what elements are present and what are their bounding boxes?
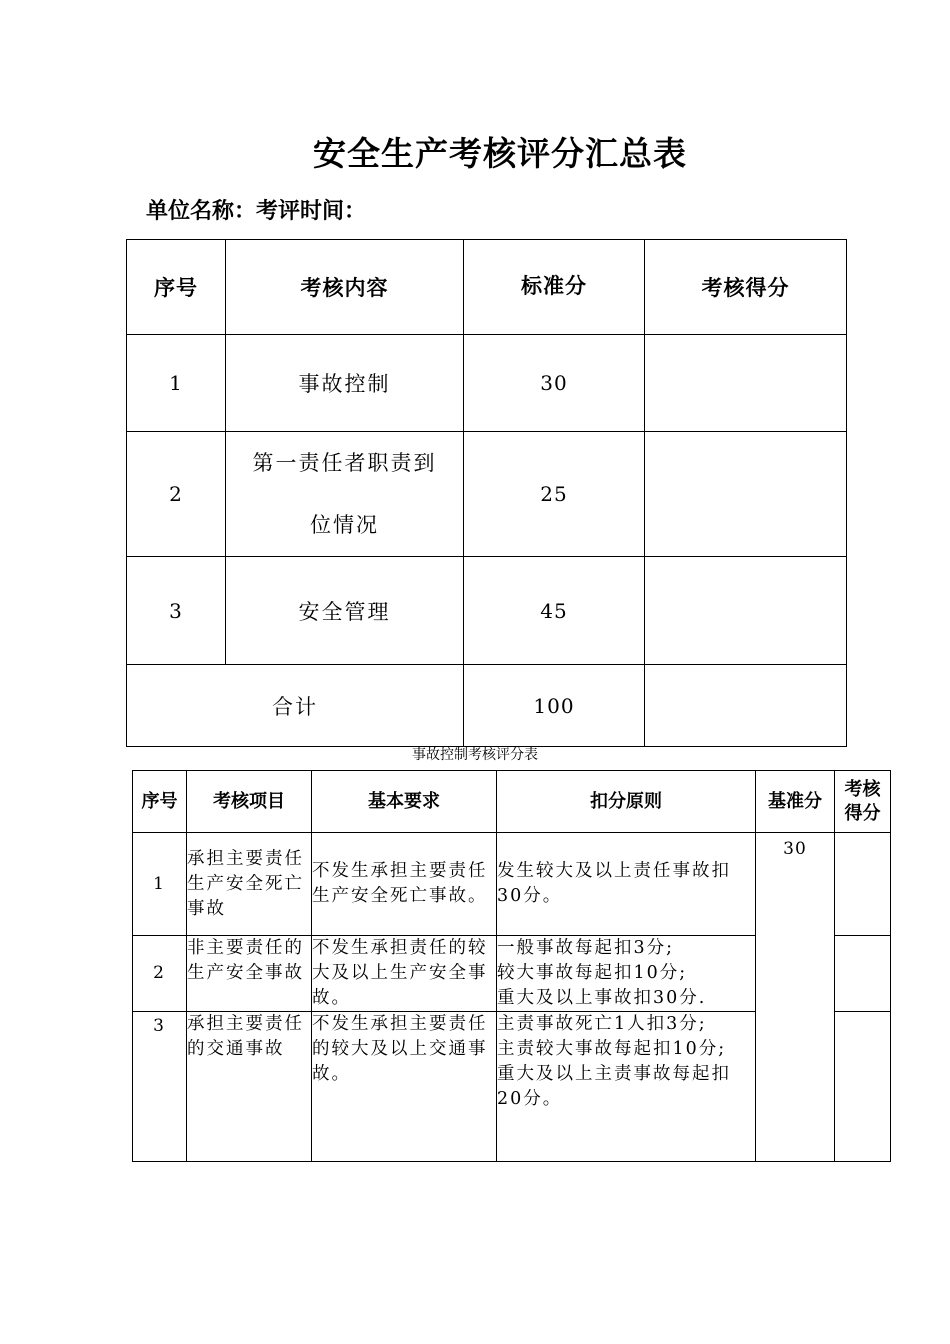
row-principle: 一般事故每起扣3分; 较大事故每起扣10分; 重大及以上事故扣30分. <box>497 936 756 1012</box>
base-score: 30 <box>756 833 835 1162</box>
row-item: 承担主要责任生产安全死亡事故 <box>187 833 312 936</box>
row-standard: 45 <box>464 557 645 665</box>
header-content: 考核内容 <box>226 240 464 335</box>
header-principle: 扣分原则 <box>497 771 756 833</box>
row-score <box>645 557 847 665</box>
total-standard: 100 <box>464 665 645 747</box>
header-base-score: 基准分 <box>756 771 835 833</box>
summary-table <box>126 239 847 747</box>
row-requirement: 不发生承担责任的较大及以上生产安全事故。 <box>312 936 497 1012</box>
row-requirement: 不发生承担主要责任生产安全死亡事故。 <box>312 833 497 936</box>
detail-row <box>133 833 891 936</box>
row-seq: 2 <box>133 936 187 1012</box>
row-principle: 主责事故死亡1人扣3分; 主责较大事故每起扣10分; 重大及以上主责事故每起扣20分。 <box>497 1012 756 1162</box>
row-content: 事故控制 <box>226 335 464 432</box>
detail-table-caption: 事故控制考核评分表 <box>412 747 538 763</box>
row-seq: 3 <box>133 1012 187 1162</box>
unit-and-date-line: 单位名称：考评时间： <box>146 199 367 224</box>
summary-row <box>127 557 847 665</box>
row-seq: 1 <box>127 335 226 432</box>
row-score <box>835 936 891 1012</box>
header-requirement: 基本要求 <box>312 771 497 833</box>
summary-header-row <box>127 240 847 335</box>
row-requirement: 不发生承担主要责任的较大及以上交通事故。 <box>312 1012 497 1162</box>
header-seq: 序号 <box>133 771 187 833</box>
total-label: 合计 <box>127 665 464 747</box>
row-standard: 30 <box>464 335 645 432</box>
row-score <box>645 335 847 432</box>
row-content <box>226 432 464 557</box>
row-score <box>645 432 847 557</box>
header-seq: 序号 <box>127 240 226 335</box>
header-score: 考核 得分 <box>835 771 891 833</box>
row-seq: 3 <box>127 557 226 665</box>
row-score <box>835 833 891 936</box>
summary-total-row <box>127 665 847 747</box>
row-score <box>835 1012 891 1162</box>
summary-row <box>127 335 847 432</box>
total-score <box>645 665 847 747</box>
row-standard: 25 <box>464 432 645 557</box>
summary-row <box>127 432 847 557</box>
page-title: 安全生产考核评分汇总表 <box>313 134 687 173</box>
row-item: 非主要责任的生产安全事故 <box>187 936 312 1012</box>
header-standard: 标准分 <box>464 240 645 335</box>
detail-header-row <box>133 771 891 833</box>
row-seq: 1 <box>133 833 187 936</box>
header-score: 考核得分 <box>645 240 847 335</box>
row-principle: 发生较大及以上责任事故扣30分。 <box>497 833 756 936</box>
detail-table <box>132 770 891 1162</box>
row-content-line: 第一责任者职责到 <box>252 451 437 475</box>
row-seq: 2 <box>127 432 226 557</box>
row-content: 安全管理 <box>226 557 464 665</box>
row-item: 承担主要责任的交通事故 <box>187 1012 312 1162</box>
header-item: 考核项目 <box>187 771 312 833</box>
row-content-line: 位情况 <box>310 513 379 537</box>
